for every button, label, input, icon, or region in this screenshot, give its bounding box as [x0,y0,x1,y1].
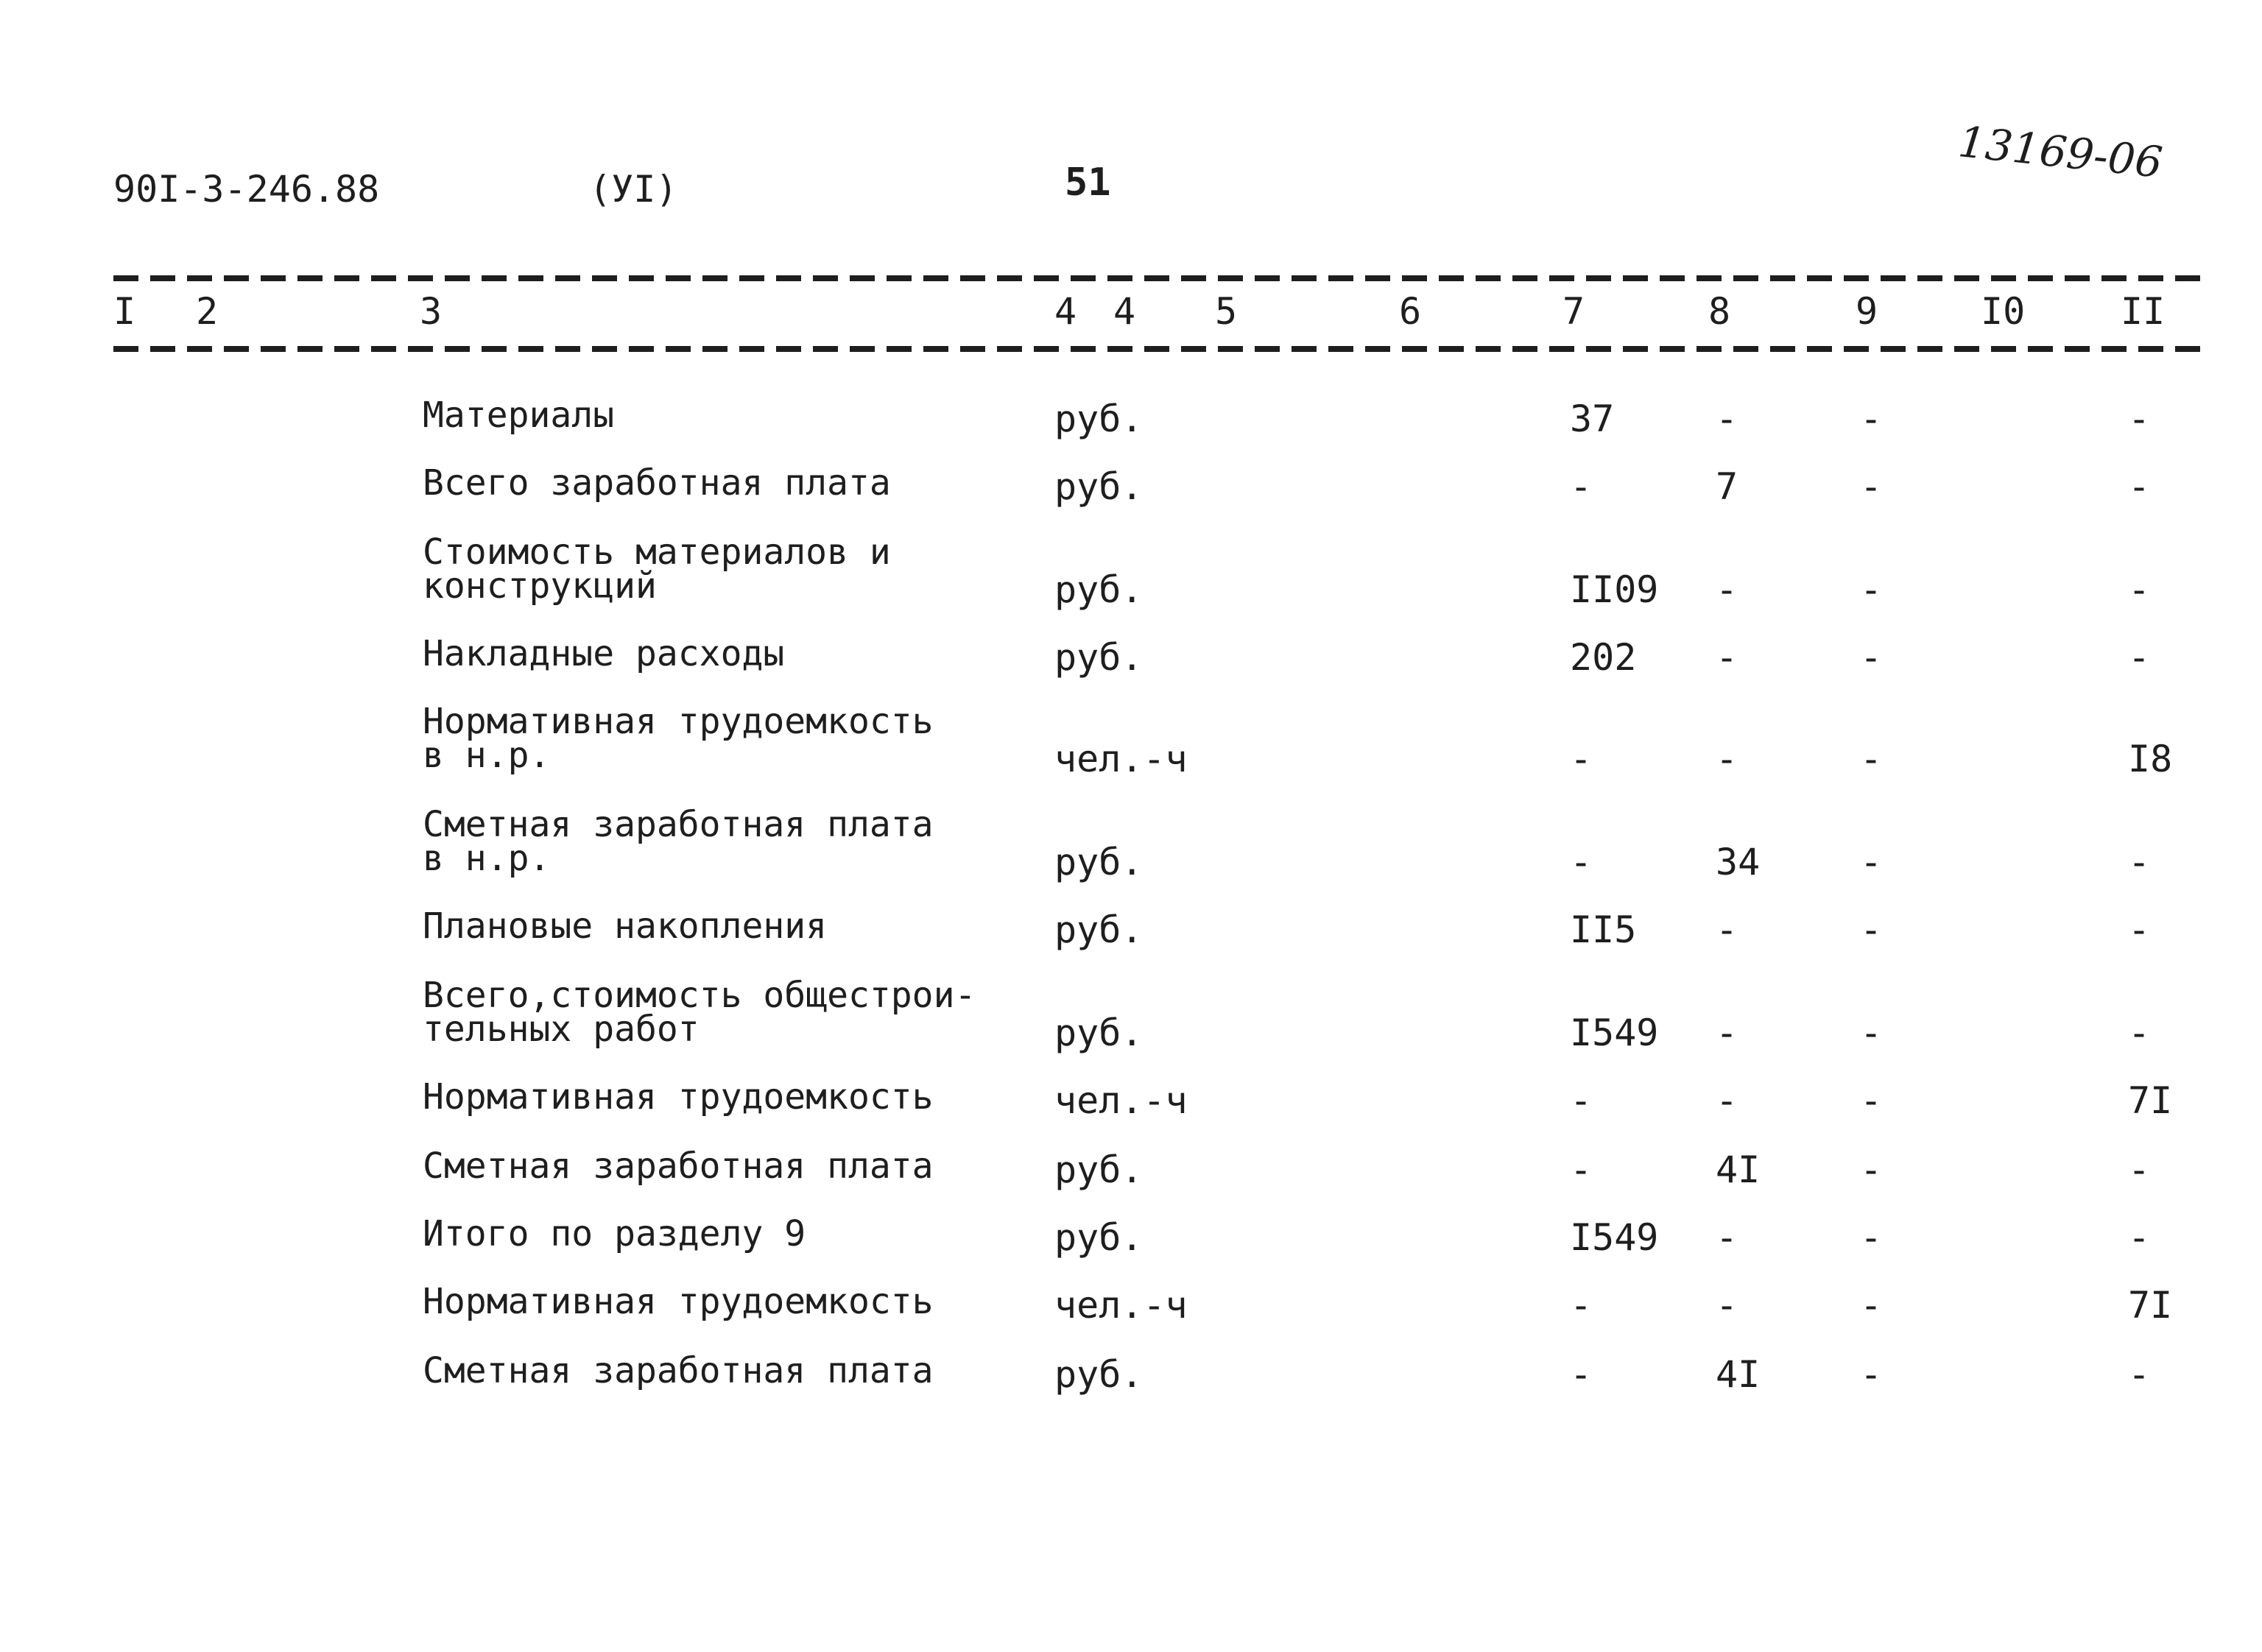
page-number: 51 [1065,160,1111,205]
value-col-7: II09 [1570,568,1659,611]
col-header-5: 5 [1215,290,1238,333]
value-col-8: - [1716,1284,1738,1327]
value-col-7: I549 [1570,1216,1659,1259]
value-col-9: - [1860,1284,1883,1327]
header-rule-bottom [113,346,2205,352]
item-name: Стоимость материалов и [423,532,891,573]
value-col-7: - [1570,738,1593,780]
item-name: Плановые накопления [423,906,828,947]
col-header-1: I [113,290,136,333]
col-header-2: 2 [196,290,219,333]
value-col-8: - [1716,1216,1738,1259]
value-col-7: - [1570,1148,1593,1191]
value-col-9: - [1860,1012,1883,1054]
value-col-7: II5 [1570,908,1637,951]
value-col-8: - [1716,636,1738,679]
item-name: Итого по разделу 9 [423,1213,806,1254]
value-col-7: 202 [1570,636,1637,679]
sheet-label: (УI) [589,168,678,211]
value-col-11: - [2128,465,2151,508]
value-col-9: - [1860,1148,1883,1191]
item-name: Сметная заработная плата [423,1350,934,1391]
item-unit: руб. [1054,568,1144,611]
item-name: Материалы [423,395,615,436]
value-col-7: - [1570,1353,1593,1396]
value-col-11: - [2128,1353,2151,1396]
col-header-8: 8 [1708,290,1731,333]
item-unit: руб. [1054,465,1144,508]
value-col-8: - [1716,1079,1738,1122]
value-col-9: - [1860,841,1883,883]
value-col-9: - [1860,1353,1883,1396]
item-unit: руб. [1054,1216,1144,1259]
value-col-7: - [1570,465,1593,508]
value-col-7: - [1570,1079,1593,1122]
col-header-7: 7 [1562,290,1585,333]
item-name: Нормативная трудоемкость [423,701,934,742]
item-name: Всего заработная плата [423,462,891,504]
item-unit: руб. [1054,841,1144,883]
value-col-9: - [1860,738,1883,780]
document-code: 90I-3-246.88 [113,168,380,211]
item-name: Накладные расходы [423,633,785,674]
item-unit: руб. [1054,1353,1144,1396]
item-name: Сметная заработная плата [423,1146,934,1187]
value-col-11: - [2128,1012,2151,1054]
value-col-9: - [1860,636,1883,679]
col-header-10: I0 [1981,290,2026,333]
value-col-11: - [2128,1148,2151,1191]
col-header-9: 9 [1856,290,1878,333]
value-col-8: - [1716,398,1738,440]
item-name-continued: в н.р. [423,838,551,879]
item-name: Сметная заработная плата [423,804,934,845]
value-col-9: - [1860,908,1883,951]
value-col-11: - [2128,636,2151,679]
value-col-11: - [2128,568,2151,611]
header-rule-top [113,275,2205,281]
col-header-4b: 4 [1113,290,1136,333]
item-unit: руб. [1054,636,1144,679]
value-col-9: - [1860,1079,1883,1122]
value-col-11: 7I [2128,1079,2173,1122]
value-col-11: I8 [2128,738,2173,780]
value-col-9: - [1860,398,1883,440]
value-col-11: - [2128,841,2151,883]
value-col-8: - [1716,738,1738,780]
item-name-continued: тельных работ [423,1009,700,1050]
archive-number: 13169-06 [1956,116,2165,188]
item-name-continued: в н.р. [423,735,551,776]
value-col-8: - [1716,568,1738,611]
value-col-7: - [1570,1284,1593,1327]
item-unit: руб. [1054,398,1144,440]
value-col-7: 37 [1570,398,1615,440]
value-col-11: 7I [2128,1284,2173,1327]
item-name: Нормативная трудоемкость [423,1076,934,1118]
col-header-4a: 4 [1054,290,1077,333]
item-unit: чел.-ч [1054,1284,1188,1327]
value-col-8: - [1716,1012,1738,1054]
value-col-9: - [1860,465,1883,508]
value-col-11: - [2128,398,2151,440]
item-unit: чел.-ч [1054,738,1188,780]
value-col-11: - [2128,1216,2151,1259]
value-col-7: I549 [1570,1012,1659,1054]
value-col-7: - [1570,841,1593,883]
value-col-11: - [2128,908,2151,951]
value-col-8: 34 [1716,841,1761,883]
value-col-8: - [1716,908,1738,951]
value-col-9: - [1860,568,1883,611]
value-col-8: 4I [1716,1353,1761,1396]
value-col-8: 7 [1716,465,1738,508]
value-col-8: 4I [1716,1148,1761,1191]
item-unit: чел.-ч [1054,1079,1188,1122]
item-unit: руб. [1054,908,1144,951]
col-header-3: 3 [420,290,443,333]
item-unit: руб. [1054,1012,1144,1054]
item-name: Нормативная трудоемкость [423,1281,934,1322]
item-name-continued: конструкций [423,565,657,607]
col-header-6: 6 [1399,290,1422,333]
col-header-11: II [2121,290,2166,333]
value-col-9: - [1860,1216,1883,1259]
item-unit: руб. [1054,1148,1144,1191]
item-name: Всего,стоимость общестрои- [423,975,976,1016]
